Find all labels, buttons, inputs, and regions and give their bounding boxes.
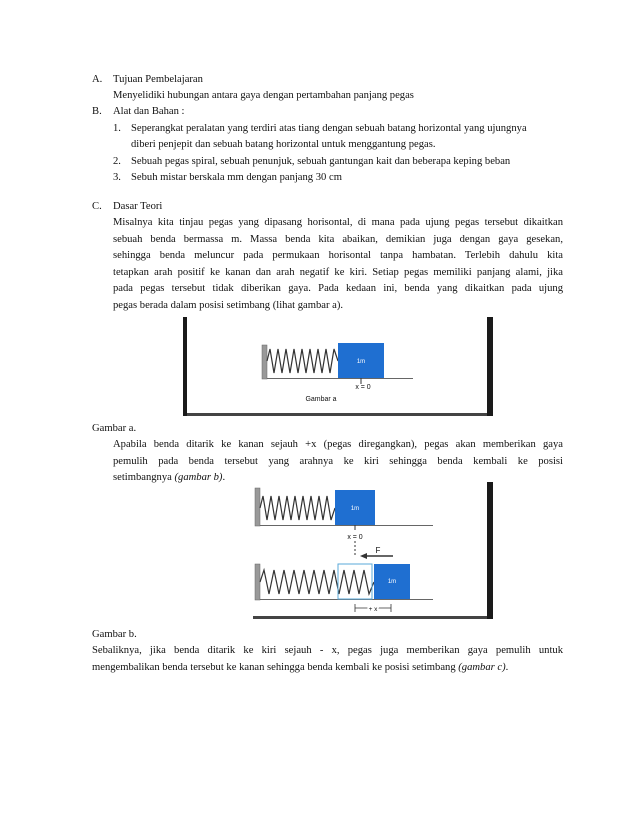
item-3-number: 3. (113, 172, 121, 183)
item-2-text: Sebuah pegas spiral, sebuah penunjuk, sebuah gantungan kait dan beberapa keping beban (131, 156, 511, 167)
gambar-a-caption: Gambar a. (92, 423, 137, 434)
section-c-heading: Dasar Teori (113, 201, 163, 212)
displacement-label: + x (368, 606, 378, 613)
figure-a-spring-diagram (183, 317, 493, 416)
gambar-a-line-3-text: setimbangnya (113, 472, 175, 483)
gambar-a-line-2: pemulih pada benda tersebut yang arahnya ke kiri sehingga benda kembali ke posisi (113, 456, 563, 467)
wall-icon (262, 345, 267, 379)
gambar-b-line-2-end: . (505, 662, 509, 673)
wall-icon-bottom (255, 564, 260, 600)
section-b-letter: B. (92, 106, 102, 117)
wall-icon-top (255, 488, 260, 526)
gambar-a-line-3 (113, 470, 225, 487)
mass-block-bottom-label: 1m (387, 579, 397, 585)
section-a-text: Menyelidiki hubungan antara gaya dengan pertambahan panjang pegas (113, 90, 414, 101)
item-1-number: 1. (113, 123, 121, 134)
figure-b-frame-right (487, 482, 493, 619)
theory-line-2: sebuah benda bermassa m. Massa benda kita abaikan, demikian juga dengan gaya gesekan, (113, 234, 563, 245)
section-a-heading: Tujuan Pembelajaran (113, 74, 203, 85)
figure-a-inner-caption: Gambar a (305, 396, 337, 403)
gambar-b-reference: (gambar b) (174, 472, 223, 483)
figure-b-frame-bottom (253, 616, 487, 619)
gambar-a-line-3-end: . (222, 472, 226, 483)
item-1-line-1: Seperangkat peralatan yang terdiri atas tiang dengan sebuah batang horizontal yang ujungnya (131, 123, 527, 134)
gambar-b-line-1: Sebaliknya, jika benda ditarik ke kiri sejauh - x, pegas juga memberikan gaya pemulih untuk (92, 645, 563, 656)
section-c-letter: C. (92, 201, 102, 212)
force-label: F (375, 546, 381, 555)
gambar-b-line-2 (92, 660, 508, 677)
section-b-heading: Alat dan Bahan : (113, 106, 185, 117)
mass-block-top-label: 1m (350, 506, 360, 512)
equilibrium-label-b: x = 0 (347, 534, 363, 541)
gambar-a-line-1: Apabila benda ditarik ke kanan sejauh +x (pegas diregangkan), pegas akan memberikan gaya (113, 439, 563, 450)
theory-line-6: pegas berada dalam posisi setimbang (lihat gambar a). (113, 300, 344, 311)
theory-line-5: pada pegas tersebut tidak diberikan gaya. Pada kedaan ini, benda yang dikaitkan pada ujung (113, 283, 563, 294)
item-2-number: 2. (113, 156, 121, 167)
item-1-line-2: diberi penjepit dan sebuah batang horizontal untuk menggantung pegas. (131, 139, 436, 150)
figure-a-frame-right (487, 317, 493, 416)
equilibrium-label: x = 0 (355, 384, 371, 391)
section-a-letter: A. (92, 74, 103, 85)
figure-b-spring-diagram (253, 482, 493, 619)
theory-line-3: sehingga benda meluncur pada permukaan horisontal tanpa hambatan. Terlebih dahulu kita (113, 250, 563, 261)
figure-a-frame-left (183, 317, 187, 416)
mass-block-label: 1m (356, 359, 366, 365)
figure-a-frame-bottom (187, 413, 487, 416)
theory-line-4: tetapkan arah positif ke kanan dan arah negatif ke kiri. Setiap pegas memiliki panjang alami, jika (113, 267, 563, 278)
gambar-c-reference: (gambar c) (458, 662, 506, 673)
gambar-b-line-2-text: mengembalikan benda tersebut ke kanan sehingga benda kembali ke posisi setimbang (92, 662, 459, 673)
gambar-b-caption: Gambar b. (92, 629, 137, 640)
theory-line-1: Misalnya kita tinjau pegas yang dipasang horisontal, di mana pada ujung pegas tersebut dikaitkan (113, 217, 563, 228)
item-3-text: Sebuh mistar berskala mm dengan panjang 30 cm (131, 172, 342, 183)
